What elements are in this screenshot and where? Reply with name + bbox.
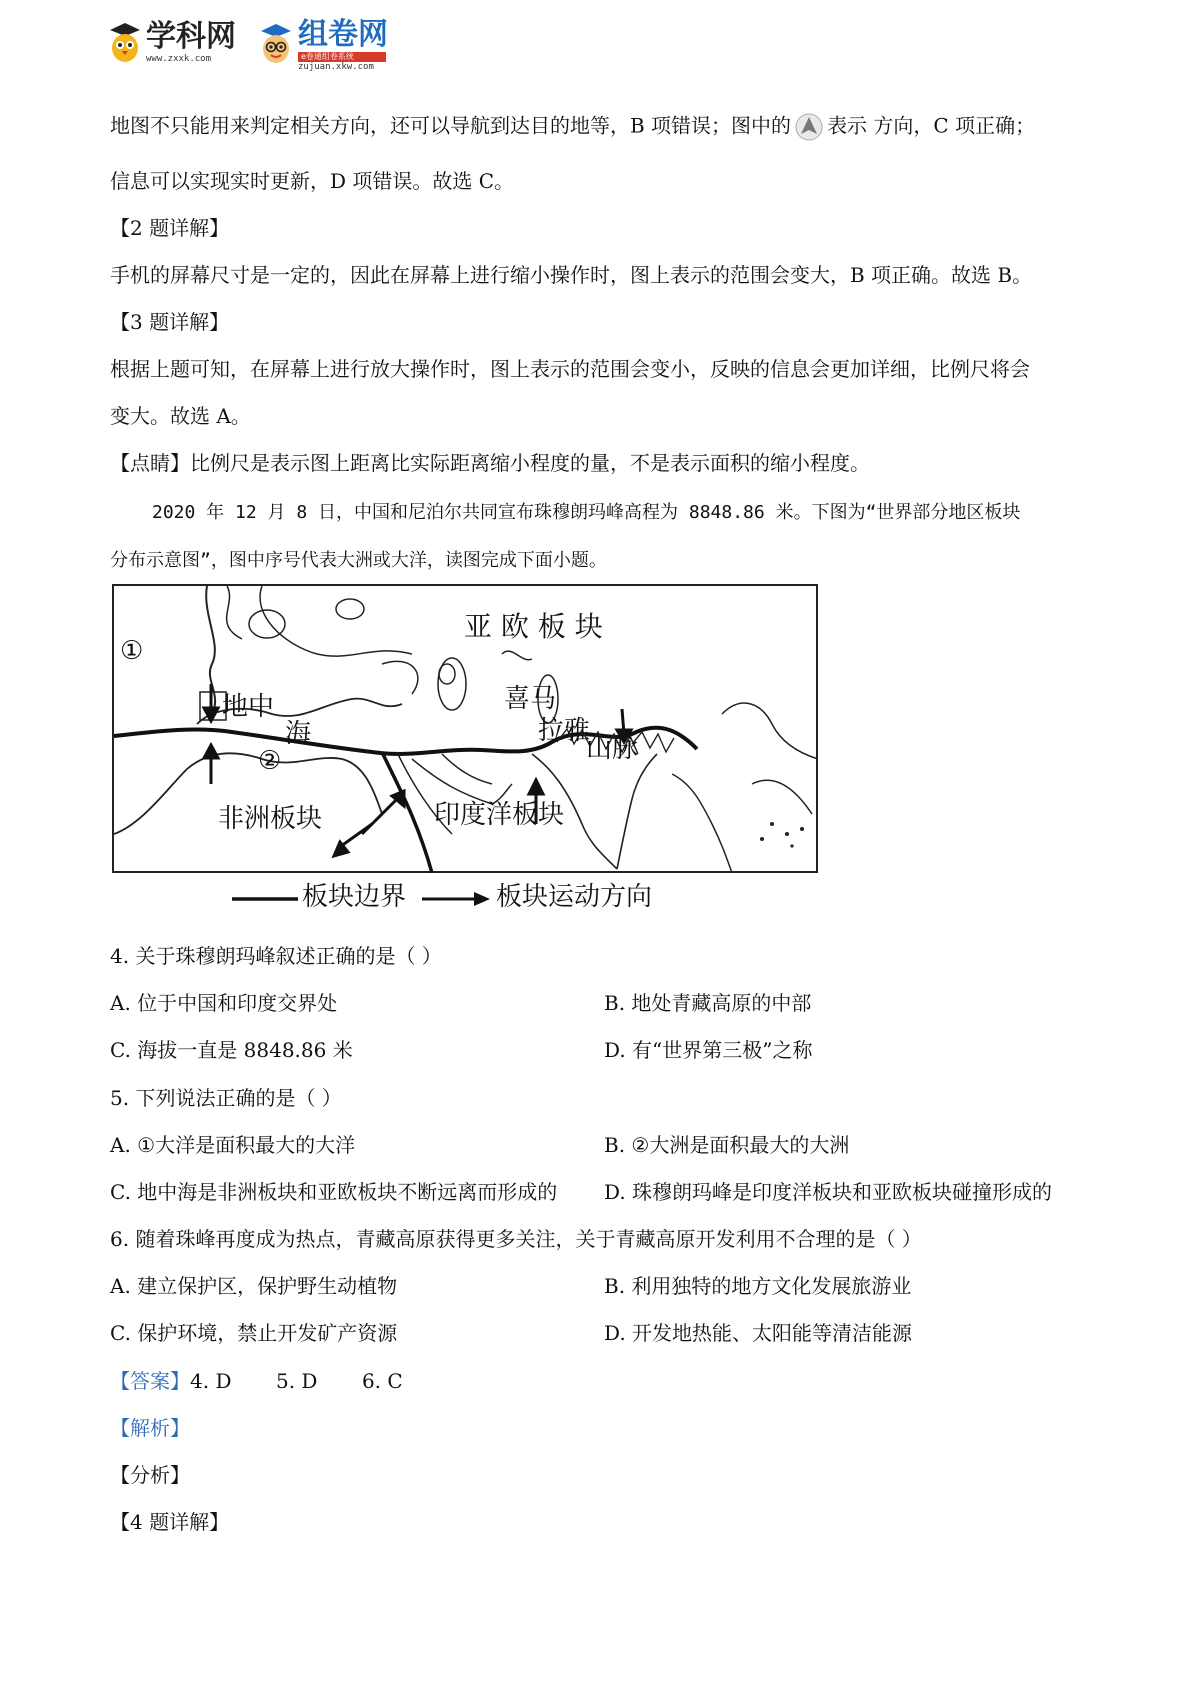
text-line-7: 变大。故选 A。: [110, 404, 251, 428]
text-line-1-part-a: 地图不只能用来判定相关方向，还可以导航到达目的地等，B 项错误；图中的: [110, 113, 792, 138]
text-line-2: 信息可以实现实时更新，D 项错误。故选 C。: [110, 169, 515, 193]
map-legend: [232, 876, 792, 920]
q6-option-c: C. 保护环境，禁止开发矿产资源: [110, 1321, 398, 1345]
label-circle-1: ①: [120, 636, 144, 666]
zujuan-logo-url: zujuan.xkw.com: [298, 62, 374, 72]
text-line-1: [110, 112, 1100, 142]
q6-option-a: A. 建立保护区，保护野生动植物: [110, 1274, 398, 1298]
plate-boundary-legend-icon: [232, 892, 298, 906]
q6-stem: 6. 随着珠峰再度成为热点，青藏高原获得更多关注，关于青藏高原开发利用不合理的是（ ）: [110, 1227, 922, 1251]
q5-option-c: C. 地中海是非洲板块和亚欧板块不断远离而形成的: [110, 1180, 558, 1204]
compass-triangle-icon: [791, 112, 827, 142]
xueke-logo-url: www.zxxk.com: [146, 54, 212, 64]
q4-detail-heading: 【4 题详解】: [110, 1510, 230, 1534]
header-logos: [108, 18, 428, 70]
label-circle-2: ②: [258, 746, 282, 776]
owl-mascot-icon: [108, 22, 142, 66]
label-di-zhong: 地中: [222, 692, 275, 722]
q4-stem: 4. 关于珠穆朗玛峰叙述正确的是（ ）: [110, 944, 442, 968]
analysis-label: 【解析】: [110, 1416, 190, 1440]
label-eurasian-plate: 亚 欧 板 块: [464, 610, 603, 643]
answer-label: 【答案】: [110, 1369, 190, 1393]
xueke-logo-text: 学科网: [146, 19, 236, 54]
tip-line: 【点睛】比例尺是表示图上距离比实际距离缩小程度的量，不是表示面积的缩小程度。: [110, 451, 870, 475]
legend-motion-label: 板块运动方向: [496, 882, 653, 912]
answer-values: 4. D 5. D 6. C: [190, 1369, 403, 1393]
legend-boundary-label: 板块边界: [302, 882, 407, 912]
plate-motion-legend-icon: [422, 890, 492, 908]
label-indian-plate: 印度洋板块: [434, 800, 565, 830]
passage-line-1: 2020 年 12 月 8 日，中国和尼泊尔共同宣布珠穆朗玛峰高程为 8848.86 米。下图为“世界部分地区板块: [152, 502, 1021, 523]
q2-detail-heading: 【2 题详解】: [110, 216, 230, 240]
label-la-ya: 拉雅: [538, 716, 591, 746]
q3-detail-heading: 【3 题详解】: [110, 310, 230, 334]
boy-mascot-icon: [258, 22, 294, 66]
q4-option-a: A. 位于中国和印度交界处: [110, 991, 338, 1015]
label-hai: 海: [285, 719, 312, 749]
q5-option-d: D. 珠穆朗玛峰是印度洋板块和亚欧板块碰撞形成的: [604, 1180, 1053, 1204]
answer-line: [110, 1368, 403, 1394]
q5-option-b: B. ②大洲是面积最大的大洲: [604, 1133, 850, 1157]
text-line-1-part-b: 表示 方向，C 项正确；: [827, 113, 1036, 138]
label-shan-mai: 山脉: [586, 734, 639, 764]
fenxi-label: 【分析】: [110, 1463, 190, 1487]
label-xi-ma: 喜马: [504, 684, 557, 714]
plate-map-figure: [112, 584, 820, 922]
text-line-6: 根据上题可知，在屏幕上进行放大操作时，图上表示的范围会变小，反映的信息会更加详细，比例尺将会: [110, 357, 1030, 381]
q5-stem: 5. 下列说法正确的是（ ）: [110, 1086, 342, 1110]
q6-option-d: D. 开发地热能、太阳能等清洁能源: [604, 1321, 913, 1345]
passage-line-2: 分布示意图”，图中序号代表大洲或大洋，读图完成下面小题。: [110, 550, 607, 571]
label-african-plate: 非洲板块: [218, 804, 323, 834]
q4-option-c: C. 海拔一直是 8848.86 米: [110, 1038, 353, 1062]
q4-option-d: D. 有“世界第三极”之称: [604, 1038, 813, 1062]
zujuan-logo-text: 组卷网: [298, 17, 388, 52]
q4-option-b: B. 地处青藏高原的中部: [604, 991, 812, 1015]
zujuan-badge: e卷通组卷系统: [298, 52, 386, 62]
q6-option-b: B. 利用独特的地方文化发展旅游业: [604, 1274, 912, 1298]
zujuan-logo: [258, 18, 428, 70]
text-line-4: 手机的屏幕尺寸是一定的，因此在屏幕上进行缩小操作时，图上表示的范围会变大，B 项正确。故选 B。: [110, 263, 1033, 287]
q5-option-a: A. ①大洋是面积最大的大洋: [110, 1133, 356, 1157]
xueke-logo: [108, 18, 248, 70]
